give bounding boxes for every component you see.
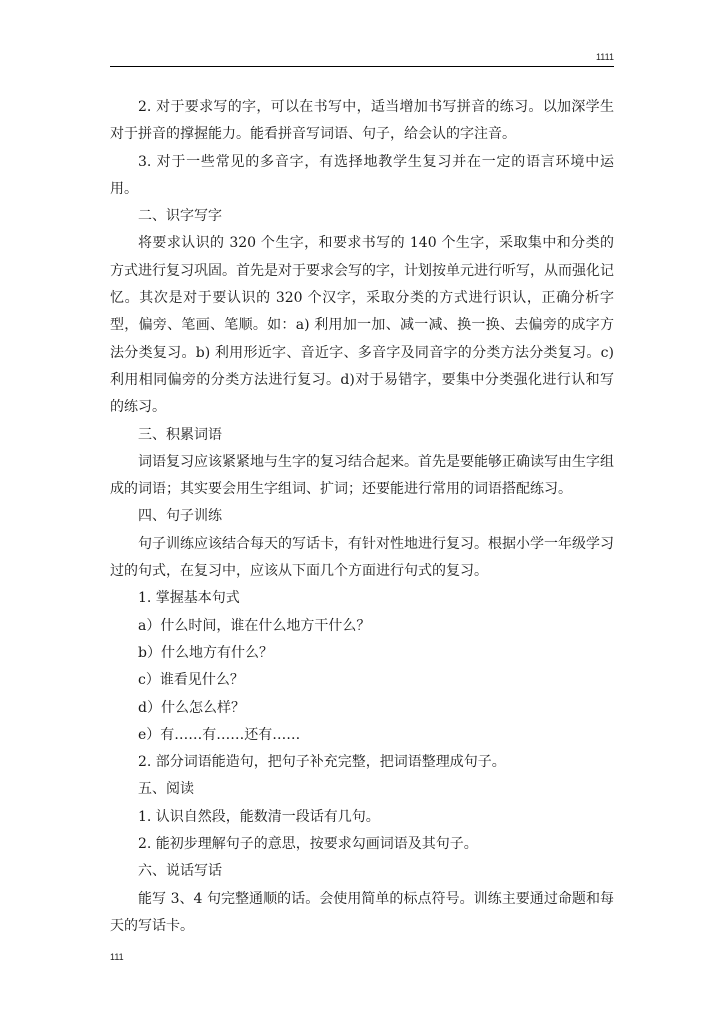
list-item: b）什么地方有什么？ [138,644,273,661]
list-item: e）有……有……还有…… [138,726,301,743]
paragraph: 词语复习应该紧紧地与生字的复习结合起来。首先是要能够正确读写由生字组成的词语；其实要会用生字组词、扩词；还要能进行常用的词语搭配练习。 [110,453,614,498]
paragraph: 2. 部分词语能造句，把句子补充完整，把词语整理成句子。 [138,754,506,771]
paragraph: 2. 能初步理解句子的意思，按要求勾画词语及其句子。 [138,836,478,853]
list-item: d）什么怎么样？ [138,699,245,716]
section-heading: 五、阅读 [138,781,194,798]
section-heading: 六、说话写话 [138,863,222,880]
list-item: a）什么时间，谁在什么地方干什么？ [138,617,371,634]
document-body [110,94,614,940]
section-heading: 四、句子训练 [138,508,222,525]
paragraph: 2. 对于要求写的字，可以在书写中，适当增加书写拼音的练习。以加深学生对于拼音的撑握能力。能看拼音写词语、句子，给会认的字注音。 [110,99,614,143]
paragraph: 能写 3、4 句完整通顺的话。会使用简单的标点符号。训练主要通过命题和每天的写话卡。 [110,890,614,934]
section-heading: 二、识字写字 [138,208,222,225]
header-divider [110,66,614,67]
list-item: c）谁看见什么？ [138,672,244,689]
paragraph: 1. 认识自然段，能数清一段话有几句。 [138,808,380,825]
section-heading: 三、积累词语 [138,426,222,443]
paragraph: 句子训练应该结合每天的写话卡，有针对性地进行复习。根据小学一年级学习过的句式，在复习中，应该从下面几个方面进行句式的复习。 [110,535,614,580]
paragraph: 3. 对于一些常见的多音字，有选择地教学生复习并在一定的语言环境中运用。 [110,153,614,197]
page-footer-number: 111 [110,952,124,962]
paragraph: 将要求认识的 320 个生字，和要求书写的 140 个生字，采取集中和分类的方式进行复习巩固。首先是对于要求会写的字，计划按单元进行听写，从而强化记忆。其次是对于要认识的 320 个汉字，采取分类的方式进行识认，正确分析字型，偏旁、笔画、笔顺。如：a) 利用加一加、减一减、换一换、去偏旁的成字方法分类复习。b) 利用形近字、音近字、多音字及同音字的分类方法分类复习。c)利用相同偏旁的分类方法进行复习。d)对于易错字，要集中分类强化进行认和写的练习。 [110,235,614,416]
subheading: 1. 掌握基本句式 [138,590,240,607]
page-header-number: 1111 [595,52,614,62]
